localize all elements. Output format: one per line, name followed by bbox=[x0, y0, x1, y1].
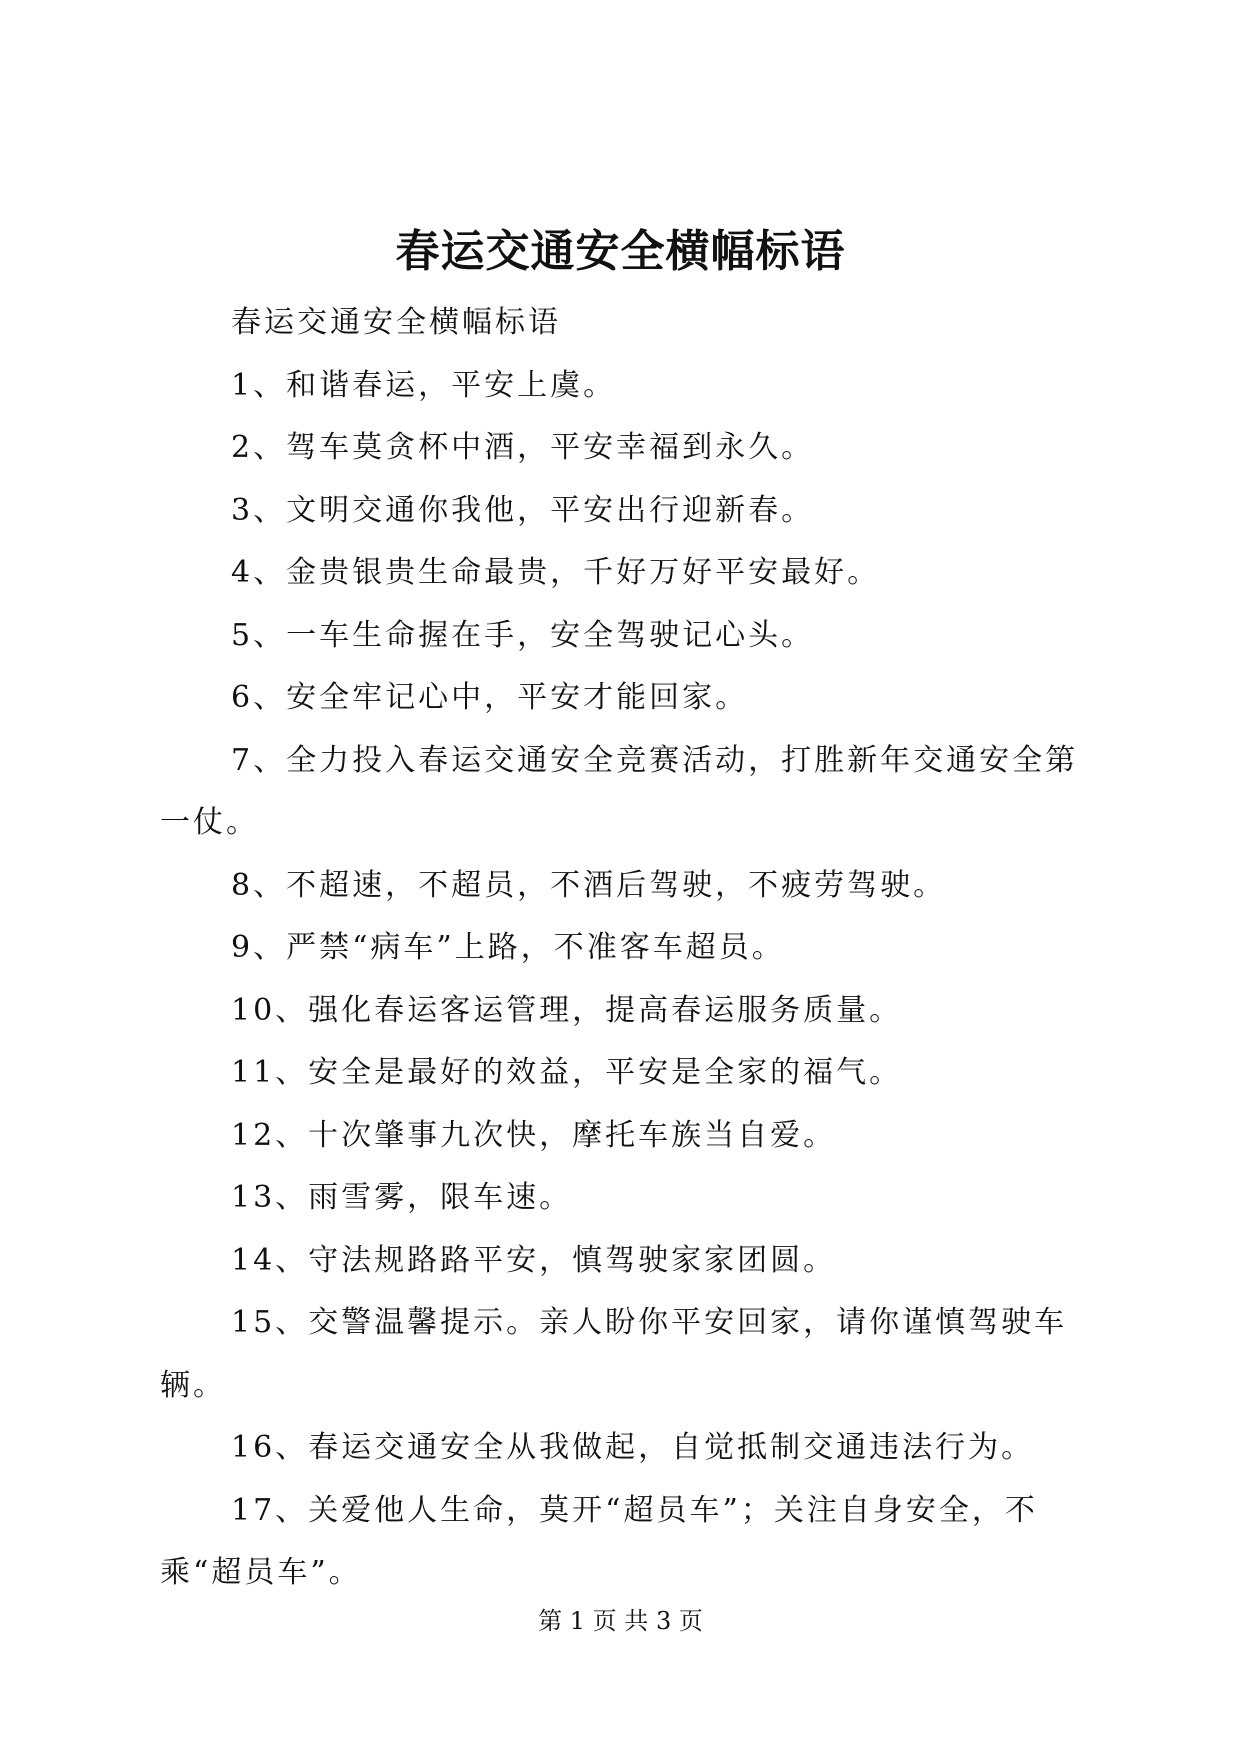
slogan-item-3: 3、文明交通你我他，平安出行迎新春。 bbox=[231, 492, 815, 528]
slogan-item-16: 16、春运交通安全从我做起，自觉抵制交通违法行为。 bbox=[231, 1430, 1035, 1465]
slogan-item-7: 7、全力投入春运交通安全竞赛活动，打胜新年交通安全第一仗。 bbox=[160, 742, 1079, 840]
slogan-item-10: 10、强化春运客运管理，提高春运服务质量。 bbox=[231, 992, 903, 1028]
slogan-item-6: 6、安全牢记心中，平安才能回家。 bbox=[231, 680, 749, 715]
slogan-item-13: 13、雨雪雾，限车速。 bbox=[231, 1180, 573, 1215]
document-body bbox=[160, 292, 1080, 1605]
slogan-item-5: 5、一车生命握在手，安全驾驶记心头。 bbox=[231, 617, 815, 653]
slogan-item-1: 1、和谐春运，平安上虞。 bbox=[231, 367, 617, 403]
slogan-item-17: 17、关爱他人生命，莫开“超员车”；关注自身安全，不乘“超员车”。 bbox=[160, 1492, 1038, 1590]
paragraph-subtitle: 春运交通安全横幅标语 bbox=[231, 305, 561, 340]
slogan-item-4: 4、金贵银贵生命最贵，千好万好平安最好。 bbox=[231, 555, 881, 590]
slogan-item-12: 12、十次肇事九次快，摩托车族当自爱。 bbox=[231, 1117, 837, 1153]
slogan-item-15: 15、交警温馨提示。亲人盼你平安回家，请你谨慎驾驶车辆。 bbox=[160, 1305, 1068, 1403]
document-title: 春运交通安全横幅标语 bbox=[395, 226, 846, 277]
slogan-item-14: 14、守法规路路平安，慎驾驶家家团圆。 bbox=[231, 1242, 837, 1278]
page-footer: 第 1 页 共 3 页 bbox=[538, 1607, 703, 1635]
slogan-item-9: 9、严禁“病车”上路，不准客车超员。 bbox=[231, 930, 785, 965]
slogan-item-8: 8、不超速，不超员，不酒后驾驶，不疲劳驾驶。 bbox=[231, 867, 947, 903]
slogan-item-11: 11、安全是最好的效益，平安是全家的福气。 bbox=[231, 1055, 903, 1090]
slogan-item-2: 2、驾车莫贪杯中酒，平安幸福到永久。 bbox=[231, 430, 815, 465]
